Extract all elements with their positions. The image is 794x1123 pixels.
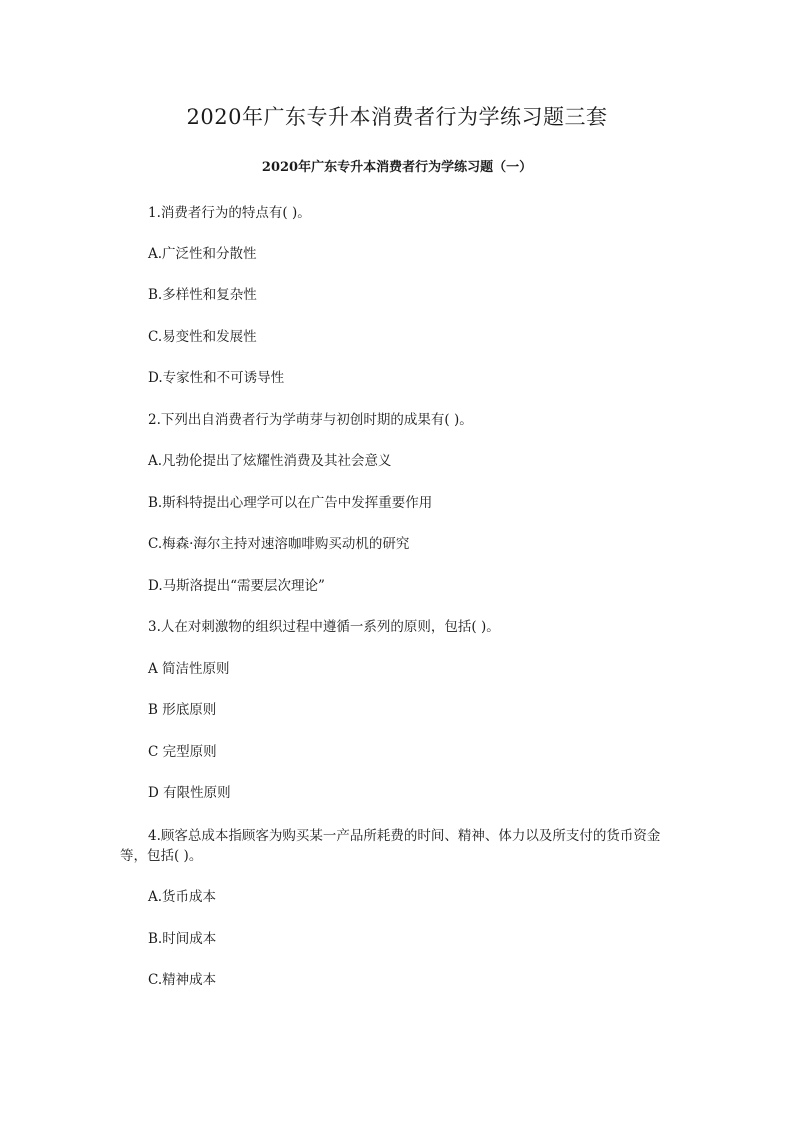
section-title: 2020年广东专升本消费者行为学练习题（一） <box>261 160 533 175</box>
question-1-stem: 1.消费者行为的特点有( )。 <box>148 205 311 221</box>
question-1-option-d: D.专家性和不可诱导性 <box>148 370 285 386</box>
question-3-option-b: B 形底原则 <box>148 702 217 718</box>
question-1-option-c: C.易变性和发展性 <box>148 329 257 345</box>
question-2-option-a: A.凡勃伦提出了炫耀性消费及其社会意义 <box>148 453 392 469</box>
question-4-option-b: B.时间成本 <box>148 931 217 947</box>
question-3-option-d: D 有限性原则 <box>148 785 231 801</box>
question-2-option-c: C.梅森·海尔主持对速溶咖啡购买动机的研究 <box>148 536 410 552</box>
question-3-stem: 3.人在对刺激物的组织过程中遵循一系列的原则，包括( )。 <box>148 619 500 635</box>
question-2-option-d: D.马斯洛提出“需要层次理论” <box>148 578 325 594</box>
document-title: 2020年广东专升本消费者行为学练习题三套 <box>186 105 608 129</box>
question-4-stem: 4.顾客总成本指顾客为购买某一产品所耗费的时间、精神、体力以及所支付的货币资金等，包括( )。 <box>120 828 661 864</box>
question-4-option-a: A.货币成本 <box>148 889 217 905</box>
question-2-option-b: B.斯科特提出心理学可以在广告中发挥重要作用 <box>148 495 433 511</box>
question-1-option-a: A.广泛性和分散性 <box>148 246 257 262</box>
question-4-option-c: C.精神成本 <box>148 972 217 988</box>
question-3-option-c: C 完型原则 <box>148 744 217 760</box>
question-1-option-b: B.多样性和复杂性 <box>148 287 257 303</box>
question-3-option-a: A 简洁性原则 <box>148 661 230 677</box>
question-2-stem: 2.下列出自消费者行为学萌芽与初创时期的成果有( )。 <box>148 412 473 428</box>
